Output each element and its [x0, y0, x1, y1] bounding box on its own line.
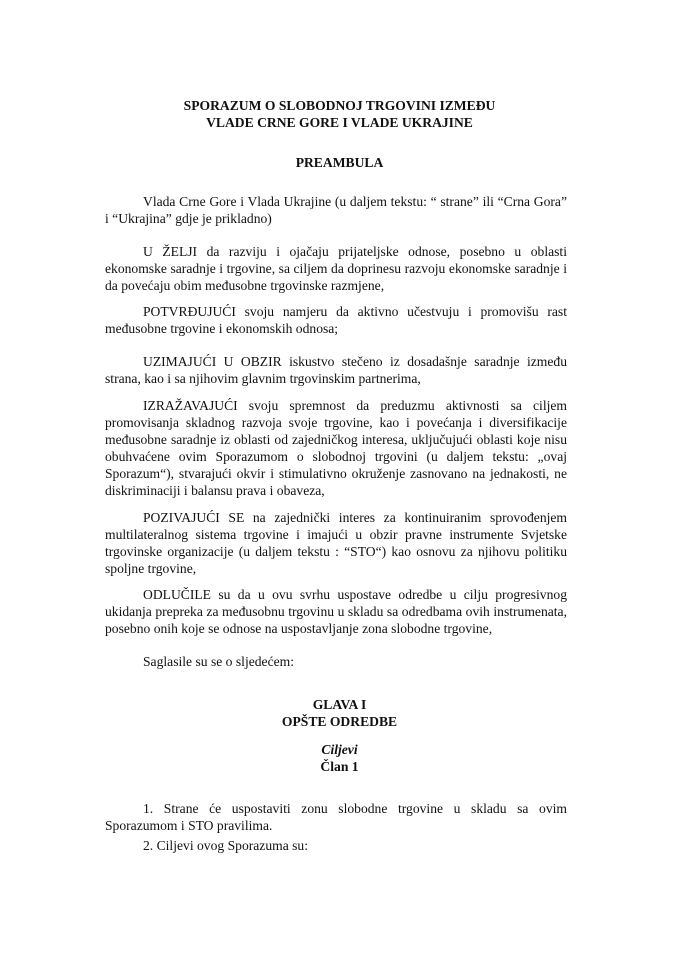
- preamble-paragraph: UZIMAJUĆI U OBZIR iskustvo stečeno iz dosadašnje saradnje između strana, kao i sa njihovim glavnim trgovinskim partnerima,: [105, 354, 567, 386]
- preamble-paragraph: U ŽELJI da razviju i ojačaju prijateljske odnose, posebno u oblasti ekonomske saradnje i trgovine, sa ciljem da doprinesu razvoju ekonomske saradnje i da povećaju obim međusobne trgovinske razmjene,: [105, 244, 567, 293]
- article-item: 2. Ciljevi ovog Sporazuma su:: [143, 838, 308, 853]
- section-title: Ciljevi: [321, 742, 358, 757]
- preamble-paragraph: Saglasile su se o sljedećem:: [143, 654, 295, 669]
- preamble-paragraph: POZIVAJUĆI SE na zajednički interes za kontinuiranim sprovođenjem multilateralnog sistema trgovine i imajući u obzir pravne instrumente Svjetske trgovinske organizacije (u daljem tekstu : “STO“) kao osnovu za njihovu politiku spoljne trgovine,: [105, 510, 567, 576]
- preamble-paragraph: IZRAŽAVAJUĆI svoju spremnost da preduzmu aktivnosti sa ciljem promovisanja skladnog razvoja svoje trgovine, kao i povećanja i diversifikacije međusobne saradnje iz oblasti od zajedničkog interesa, uključujući oblasti koje nisu obuhvaćene ovim Sporazumom o slobodnoj trgovini (u daljem tekstu: „ovaj Sporazum“), stvarajući okvir i stimulativno okruženje zasnovano na jednakosti, ne diskriminaciji i balansu prava i obaveza,: [105, 398, 567, 498]
- chapter-title: GLAVA I: [312, 697, 367, 712]
- preamble-paragraph: Vlada Crne Gore i Vlada Ukrajine (u daljem tekstu: “ strane” ili “Crna Gora” i “Ukrajina” gdje je prikladno): [105, 194, 567, 226]
- article-title: Član 1: [320, 759, 359, 774]
- preamble-heading: PREAMBULA: [295, 155, 384, 170]
- chapter-subtitle: OPŠTE ODREDBE: [281, 714, 398, 729]
- preamble-paragraph: POTVRĐUJUĆI svoju namjeru da aktivno učestvuju i promovišu rast međusobne trgovine i ekonomskih odnosa;: [105, 304, 567, 336]
- preamble-paragraph: ODLUČILE su da u ovu svrhu uspostave odredbe u cilju progresivnog ukidanja prepreka za međusobnu trgovinu u skladu sa odredbama ovih instrumenata, posebno onih koje se odnose na uspostavljanje zona slobodne trgovine,: [105, 587, 567, 636]
- document-title-line1: SPORAZUM O SLOBODNOJ TRGOVINI IZMEĐU: [183, 98, 496, 113]
- document-title-line2: VLADE CRNE GORE I VLADE UKRAJINE: [206, 115, 473, 130]
- article-item: 1. Strane će uspostaviti zonu slobodne trgovine u skladu sa ovim Sporazumom i STO pravilima.: [105, 801, 567, 833]
